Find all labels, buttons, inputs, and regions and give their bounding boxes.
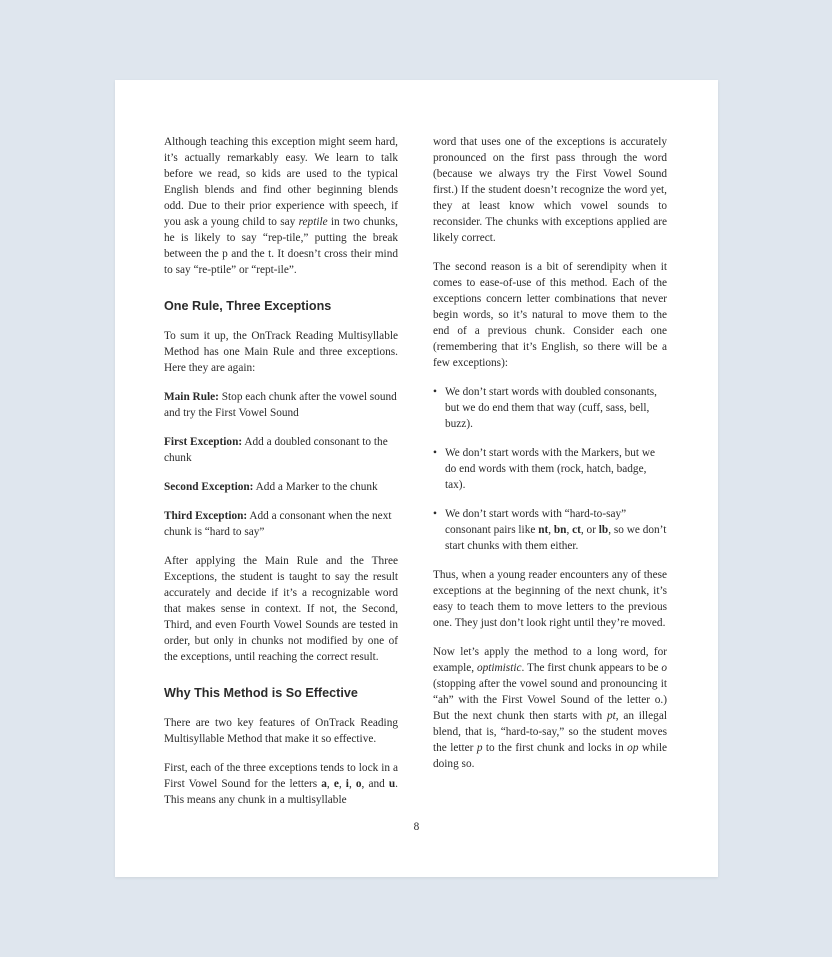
section-heading-why-effective: Why This Method is So Effective <box>164 686 358 700</box>
paragraph: After applying the Main Rule and the Three Exceptions, the student is taught to say the result accurately and decide if it’s a recognizable word that makes sense in context. If not, the Second, Third, and even Fourth Vowel Sounds are tested in order, but only in chunks not modified by one of the exceptions, until reaching the correct result. <box>164 555 398 663</box>
paragraph: To sum it up, the OnTrack Reading Multisyllable Method has one Main Rule and three exceptions. Here they are again: <box>164 330 398 374</box>
list-item: • We don’t start words with “hard-to-say” consonant pairs like nt, bn, ct, or lb, so we don’t start chunks with them either. <box>433 508 667 552</box>
emphasis-word: optimistic <box>476 662 522 674</box>
rule-label: Second Exception: <box>164 481 254 493</box>
rule-main: Main Rule: Stop each chunk after the vowel sound and try the First Vowel Sound <box>164 391 397 419</box>
list-item: • We don’t start words with the Markers, but we do end words with them (rock, hatch, badge, tax). <box>433 447 656 491</box>
emphasis-word: o <box>661 662 667 674</box>
exception-list <box>433 384 667 554</box>
rule-third-exception: Third Exception: Add a consonant when the next chunk is “hard to say” <box>164 510 392 538</box>
paragraph: Now let’s apply the method to a long word, for example, optimistic. The first chunk appears to be o (stopping after the vowel sound and pronouncing it “ah” with the First Vowel Sound of the letter o.) But the next chunk then starts with pt, an illegal blend, that is, “hard-to-say,” so the student moves the letter p to the first chunk and locks in op while doing so. <box>433 646 667 770</box>
list-item: • We don’t start words with doubled consonants, but we do end them that way (cuff, sass, bell, buzz). <box>433 386 657 430</box>
bullet-icon: • <box>433 447 437 459</box>
emphasis-word: p <box>476 742 483 754</box>
section-heading-one-rule: One Rule, Three Exceptions <box>164 299 332 313</box>
page-number: 8 <box>413 821 420 833</box>
left-column <box>164 134 398 821</box>
rule-second-exception: Second Exception: Add a Marker to the chunk <box>164 481 378 493</box>
rule-first-exception: First Exception: Add a doubled consonant to the chunk <box>164 436 388 464</box>
right-column <box>433 134 667 785</box>
paragraph: The second reason is a bit of serendipity when it comes to ease-of-use of this method. Each of the exceptions concern letter combinations that never begin words, so it’s natural to move them to the end of a previous chunk. Consider each one (remembering that it’s English, so there will be a few exceptions): <box>433 261 667 369</box>
bullet-icon: • <box>433 386 437 398</box>
paragraph: There are two key features of OnTrack Reading Multisyllable Method that make it so effective. <box>164 717 398 745</box>
paragraph: Thus, when a young reader encounters any of these exceptions at the beginning of the next chunk, it’s easy to teach them to move letters to the previous one. They just don’t look right until they’re moved. <box>433 569 667 629</box>
paragraph: First, each of the three exceptions tends to lock in a First Vowel Sound for the letters a, e, i, o, and u. This means any chunk in a multisyllable <box>164 762 398 806</box>
bullet-icon: • <box>433 508 437 520</box>
emphasis-word: op <box>627 742 639 754</box>
paragraph: word that uses one of the exceptions is accurately pronounced on the first pass through the word (because we always try the First Vowel Sound first.) If the student doesn’t recognize the word yet, they at least know which vowel sounds to reconsider. The chunks with exceptions applied are likely correct. <box>433 136 667 244</box>
emphasis-word: reptile <box>298 216 328 228</box>
emphasis-word: pt <box>606 710 616 722</box>
rule-label: Main Rule: <box>164 391 219 403</box>
paragraph: Although teaching this exception might seem hard, it’s actually remarkably easy. We learn to talk before we read, so kids are used to the typical English blends and find other beginning blends odd. Due to their prior experience with speech, if you ask a young child to say reptile in two chunks, he is likely to say “rep-tile,” putting the break between the p and the t. It doesn’t cross their mind to say “re-ptile” or “rept-ile”. <box>164 136 398 276</box>
rule-label: First Exception: <box>164 436 243 448</box>
document-page <box>115 80 718 877</box>
rule-label: Third Exception: <box>164 510 248 522</box>
